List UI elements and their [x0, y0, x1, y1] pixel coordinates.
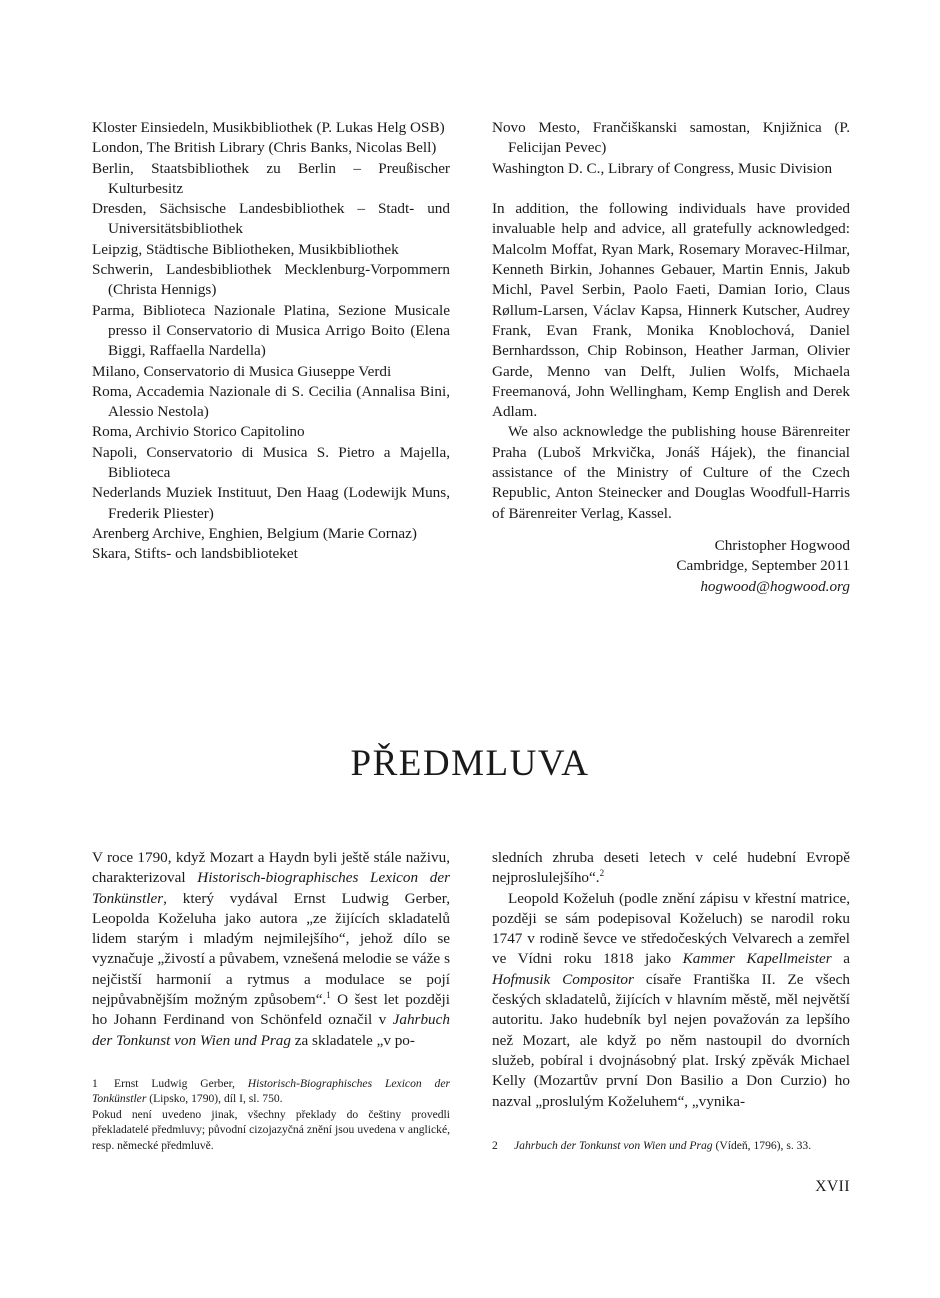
library-entry: Dresden, Sächsische Landesbibliothek – Stadt- und Universitätsbibliothek — [92, 200, 450, 238]
library-entry: Skara, Stifts- och landsbiblioteket — [92, 545, 298, 563]
library-entry: Novo Mesto, Frančiškanski samostan, Knjižnica (P. Felicijan Pevec) — [492, 119, 850, 157]
library-entry: Napoli, Conservatorio di Musica S. Pietro a Majella, Biblioteca — [92, 443, 450, 482]
library-entry: Berlin, Staatsbibliothek zu Berlin – Preußischer Kulturbesitz — [92, 159, 450, 197]
body-column-right — [492, 848, 850, 1112]
footnote-ref: 2 — [599, 868, 605, 879]
acknowledgement-paragraph: In addition, the following individuals have provided invaluable help and advice, all gratefully acknowledged: Malcolm Moffat, Ryan Mark, Rosemary Moravec-Hilmar, Kenneth Birkin, Johannes Gebauer, Martin Ennis, Jakub Michl, Pavel Serbin, Paolo Faeti, Damian Iorio, Claus Røllum-Larsen, Václav Kapsa, Hinnerk Kutscher, Audrey Frank, Evan Frank, Monika Knoblochová, Daniel Bernhardsson, Chip Robinson, Heather Jarman, Olivier Garde, Menno van Delft, Julien Wolfs, Michaela Freemanová, John Wellingham, Kemp English and Derek Adlam. — [492, 200, 850, 421]
library-list-left — [92, 118, 450, 565]
body-paragraph: Leopold Koželuh (podle znění zápisu v křestní matrice, později se sám podepisoval Koželuch) se narodil roku 1747 v rodině ševce ve středočeských Velvarech a zemřel ve Vídni roku 1818 jako Kammer Kapellmeister a Hofmusik Compositor císaře Františka II. Ze všech českých skladatelů, žijících v hlavním městě, měl největší autoritu. Jako hudebník byl nejen považován za lepšího než Mozart, ale když po něm nastoupil do dvorních služeb, pobíral i dvojnásobný plat. Irský zpěvák Michael Kelly (Mozartův první Don Basilio a Don Curzio) ho nazval „proslulým Koželuhem“, „vynika- — [492, 889, 850, 1110]
library-entry: Roma, Archivio Storico Capitolino — [92, 423, 305, 441]
library-entry: Washington D. C., Library of Congress, Music Division — [492, 159, 833, 177]
library-entry: Nederlands Muziek Instituut, Den Haag (Lodewijk Muns, Frederik Pliester) — [92, 484, 450, 522]
acknowledgements-column — [492, 118, 850, 597]
body-paragraph: V roce 1790, když Mozart a Haydn byli ještě stále naživu, charakterizoval Historisch-biographisches Lexicon der Tonkünstler, který vydával Ernst Ludwig Gerber, Leopolda Koželuha jako autora „ze žijících skladatelů lidem starým i mladým nejmilejšího“, jehož dílo se vyznačuje „živostí a půvabem, vznešená melodie se váže s nejčistší harmonií a rytmus a modulace se pojí nejpůvabnějším možným způsobem“.$^1$ O šest let později ho Johann Ferdinand von Schönfeld označil v Jahrbuch der Tonkunst von Wien und Prag za skladatele „v po- — [92, 849, 450, 1049]
body-column-left — [92, 848, 450, 1051]
footnote-ref: 1 — [326, 990, 331, 1001]
footnote: 2 Jahrbuch der Tonkunst von Wien und Prag (Vídeň, 1796), s. 33. — [492, 1139, 812, 1152]
signature-place-date: Cambridge, September 2011 — [676, 557, 850, 575]
library-entry: Kloster Einsiedeln, Musikbibliothek (P. Lukas Helg OSB) — [92, 119, 445, 136]
library-entry: Roma, Accademia Nazionale di S. Cecilia (Annalisa Bini, Alessio Nestola) — [92, 382, 450, 421]
page-number: XVII — [815, 1178, 850, 1195]
library-entry: London, The British Library (Chris Banks, Nicolas Bell) — [92, 139, 437, 157]
acknowledgement-paragraph: We also acknowledge the publishing house Bärenreiter Praha (Luboš Mrkvička, Jonáš Hájek), the financial assistance of the Ministry of Culture of the Czech Republic, Anton Steinecker and Douglas Woodfull-Harris of Bärenreiter Verlag, Kassel. — [492, 423, 850, 522]
translation-note: Pokud není uvedeno jinak, všechny překlady do češtiny provedli překladatelé předmluvy; původní cizojazyčná znění jsou uvedena v anglické, resp. německé předmluvě. — [92, 1107, 450, 1152]
library-entry: Parma, Biblioteca Nazionale Platina, Sezione Musicale presso il Conservatorio di Musica Arrigo Boito (Elena Biggi, Raffaella Nardella) — [92, 301, 450, 360]
footnote-number: 2 — [492, 1139, 498, 1152]
signature-name: Christopher Hogwood — [714, 536, 850, 554]
footnote: 1 Ernst Ludwig Gerber, Historisch-Biographisches Lexicon der Tonkünstler (Lipsko, 1790), díl I, sl. 750. Pokud není uvedeno jinak, všechny překlady do češtiny provedli překladatelé předmluvy; původní cizojazyčná znění jsou uvedena v anglické, resp. německé předmluvě. — [92, 1077, 450, 1152]
section-title: PŘEDMLUVA — [350, 743, 590, 784]
signature-email: hogwood@hogwood.org — [700, 577, 850, 595]
body-paragraph: sledních zhruba deseti letech v celé hudební Evropě nejproslulejšího“.$^2$ — [492, 849, 850, 887]
library-entry: Leipzig, Städtische Bibliotheken, Musikbibliothek — [92, 240, 399, 258]
library-entry: Arenberg Archive, Enghien, Belgium (Marie Cornaz) — [92, 524, 417, 542]
footnote-number: 1 — [92, 1077, 98, 1090]
library-entry: Milano, Conservatorio di Musica Giuseppe Verdi — [92, 362, 392, 380]
library-entry: Schwerin, Landesbibliothek Mecklenburg-Vorpommern (Christa Hennigs) — [92, 261, 450, 299]
